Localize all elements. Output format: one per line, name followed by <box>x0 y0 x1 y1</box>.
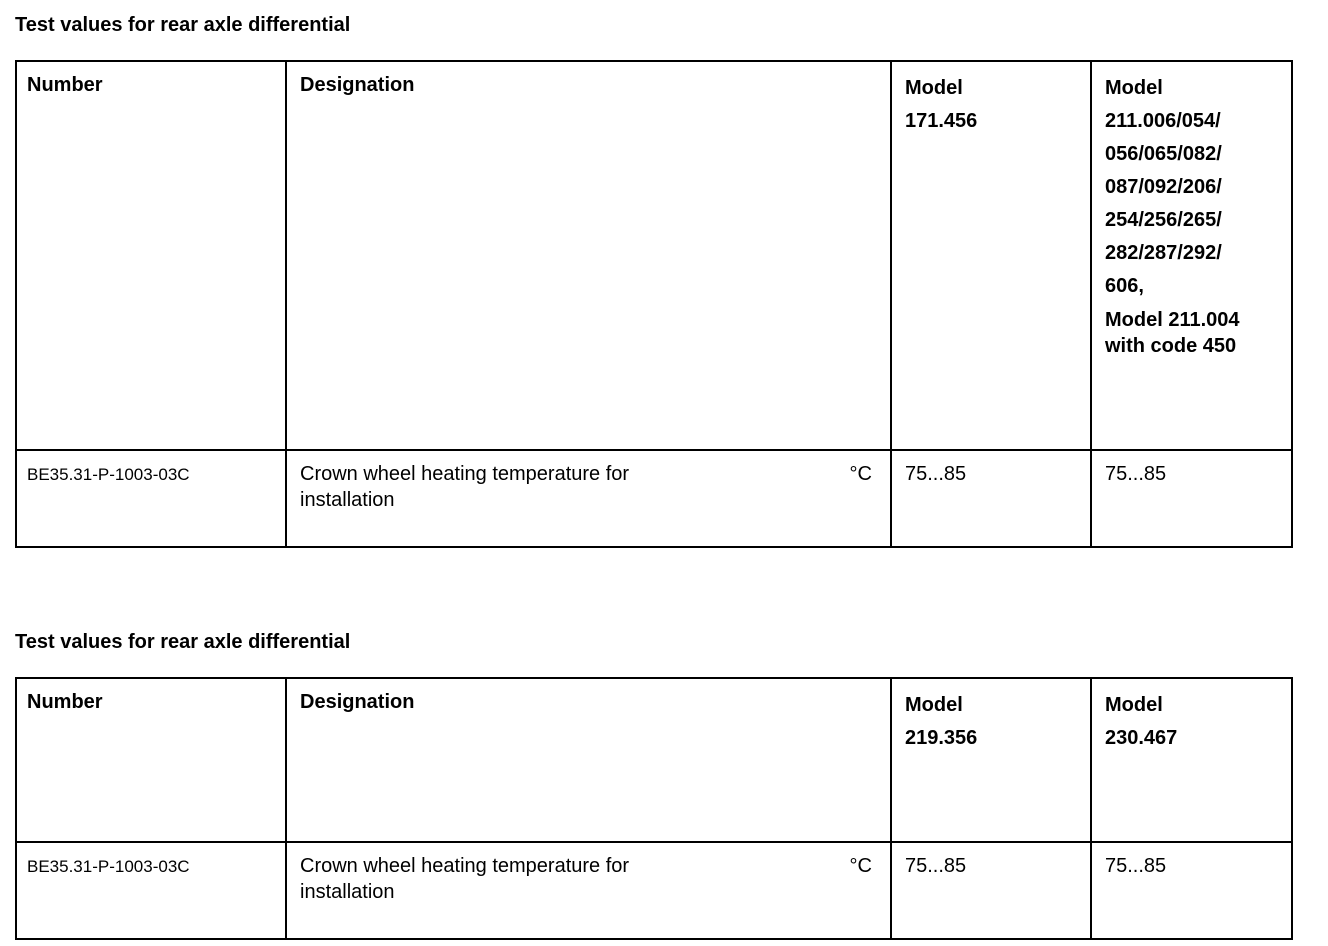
header-designation-cell <box>286 678 891 842</box>
row-designation: Crown wheel heating temperature for installation <box>300 855 630 903</box>
row-value-1: 75...85 <box>905 855 967 877</box>
header-number: Number <box>27 74 103 96</box>
header-designation-cell <box>286 61 891 450</box>
model-extra-note: Model 211.004 with code 450 <box>1105 309 1240 357</box>
header-model-1-cell <box>891 678 1091 842</box>
header-model-1 <box>905 689 1082 755</box>
row-designation: Crown wheel heating temperature for installation <box>300 463 630 511</box>
model-number-line: 282/287/292/ <box>1105 242 1222 264</box>
model-number-line: 087/092/206/ <box>1105 176 1222 198</box>
header-number: Number <box>27 691 103 713</box>
header-model-2 <box>1105 689 1283 755</box>
model-number: 171.456 <box>905 110 978 132</box>
row-unit: °C <box>849 463 872 485</box>
header-model-2-cell <box>1091 61 1292 450</box>
row-designation-cell <box>286 842 891 939</box>
model-label: Model <box>1105 694 1163 716</box>
section-title: Test values for rear axle differential <box>15 14 351 36</box>
section-title: Test values for rear axle differential <box>15 631 351 653</box>
row-value-1: 75...85 <box>905 463 967 485</box>
header-model-1 <box>905 72 1082 138</box>
model-number: 219.356 <box>905 727 978 749</box>
row-value-2: 75...85 <box>1105 463 1167 485</box>
header-model-1-cell <box>891 61 1091 450</box>
test-values-table <box>15 677 1293 940</box>
header-number-cell <box>16 678 286 842</box>
table-header-row <box>16 678 1292 842</box>
row-value-1-cell <box>891 842 1091 939</box>
table-row <box>16 842 1292 939</box>
header-designation: Designation <box>300 691 415 713</box>
model-number-line: 254/256/265/ <box>1105 209 1222 231</box>
row-number: BE35.31-P-1003-03C <box>27 465 190 484</box>
row-number-cell <box>16 450 286 547</box>
header-model-2 <box>1105 72 1283 359</box>
test-values-table <box>15 60 1293 548</box>
model-number-line: 606, <box>1105 275 1144 297</box>
model-number-line: 056/065/082/ <box>1105 143 1222 165</box>
row-designation-cell <box>286 450 891 547</box>
table-header-row <box>16 61 1292 450</box>
row-number-cell <box>16 842 286 939</box>
model-label: Model <box>905 77 963 99</box>
model-number-line: 211.006/054/ <box>1105 110 1221 132</box>
model-label: Model <box>905 694 963 716</box>
row-value-2-cell <box>1091 450 1292 547</box>
table-row <box>16 450 1292 547</box>
model-number: 230.467 <box>1105 727 1178 749</box>
header-model-2-cell <box>1091 678 1292 842</box>
model-label: Model <box>1105 77 1163 99</box>
row-value-2: 75...85 <box>1105 855 1167 877</box>
header-designation: Designation <box>300 74 415 96</box>
row-value-1-cell <box>891 450 1091 547</box>
header-number-cell <box>16 61 286 450</box>
row-value-2-cell <box>1091 842 1292 939</box>
row-unit: °C <box>849 855 872 877</box>
row-number: BE35.31-P-1003-03C <box>27 857 190 876</box>
